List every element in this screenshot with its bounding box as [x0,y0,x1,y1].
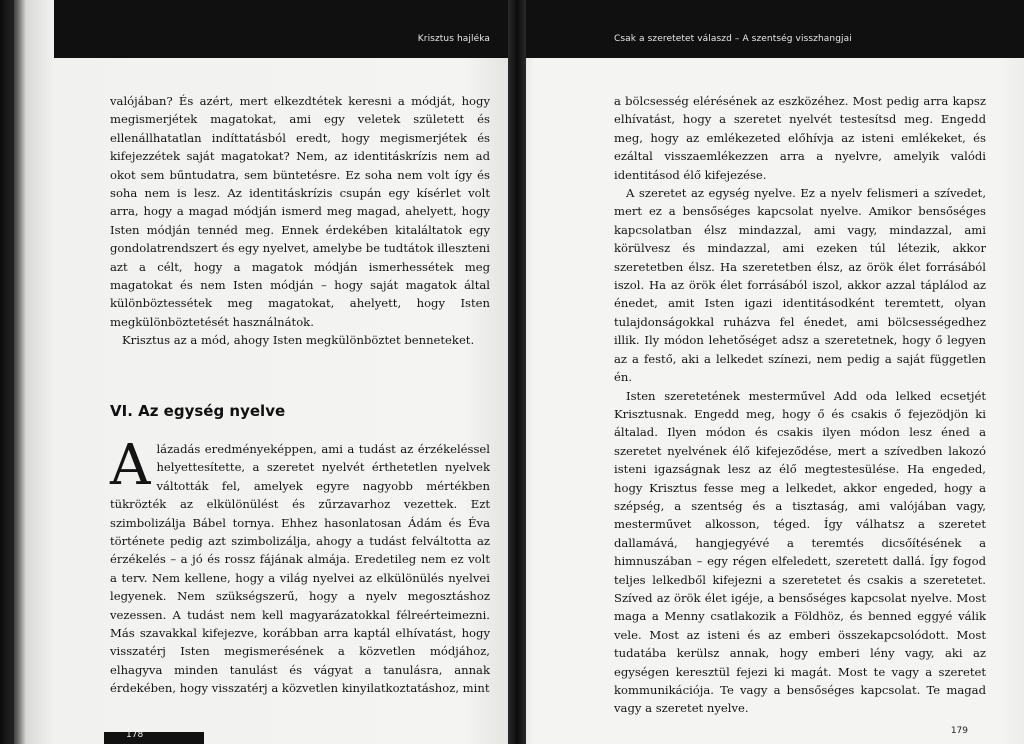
left-bottom-shadow [104,732,204,744]
left-text-block-top [110,92,490,350]
right-paragraph-1: a bölcsesség elérésének az eszközéhez. Most pedig arra kapsz elhívatást, hogy a szeretet nyelvét testesítsd meg. Engedd meg, hogy az emlékezeted előhívja az isteni emlékeket, és ezáltal visszaemlékezzen arra a nyelvre, amelyik valódi identitásod élő kifejezése. [614,94,986,182]
left-edge-shadow [0,0,26,744]
right-header-band [520,0,1024,58]
right-paragraph-2: A szeretet az egység nyelve. Ez a nyelv felismeri a szívedet, mert ez a bensőséges kapcsolat nyelve. Amikor bensőséges kapcsolatban élsz mindazzal, ami vagy, mindazzal, ami körülvesz és mindazzal, ami ezeken túl létezik, akkor szeretetben élsz. Ha szeretetben élsz, az örök élet forrásából iszol. Ha az örök élet forrásából iszol, akkor azzal táplálod az énedet, amit Isten igazi identitásodként teremtett, olyan tulajdonságokkal ruházva fel énedet, ami bölcsességedhez illik. Ily módon lehetőséget adsz a szeretetnek, hogy ő legyen az a festő, aki a lelkedet színezi, nem pedig a saját független én. [614,186,986,385]
left-running-head: Krisztus hajléka [417,34,490,44]
left-page-number: 178 [126,730,144,740]
book-gutter [508,0,526,744]
left-paragraph-2: Krisztus az a mód, ahogy Isten megkülönböztet benneteket. [122,333,475,348]
left-paragraph-3-text: lázadás eredményeképpen, ami a tudást az érzékeléssel helyettesítette, a szeretet nyelvét érthetetlen nyelvek váltották fel, amelyek egyre nagyobb mértékben tükrözték az elkülönülést és zűrzavarhoz vezettek. Ezt szimbolizálja Bábel tornya. Ehhez hasonlatosan Ádám és Éva története pedig azt szimbolizálja, ahogy a tudást felváltotta az érzékelés – a jó és rossz fájának almája. Eredetileg nem ez volt a terv. Nem kellene, hogy a világ nyelvei az elkülönülés nyelvei legyenek. Nem szükségszerű, hogy a nyelv megosztáshoz vezessen. A tudást nem kell magyarázatokkal félreérteimezni. Más szavakkal kifejezve, korábban arra kaptál elhívatást, hogy visszatérj Isten megismerésének a közvetlen módjához, elhagyva minden tanulást és vágyat a tanulásra, annak érdekében, hogy visszatérj a közvetlen kinyilatkoztatáshoz, mint [110,442,490,696]
right-page-number: 179 [950,726,968,736]
left-paragraph-1: valójában? És azért, mert elkezdtétek keresni a módját, hogy megismerjétek magatokat, ami egy veletek született és ellenállhatatlan indíttatásból eredt, hogy megismerjétek és kifejezzétek saját magatokat? Nem, az identitáskrízis nem ad okot sem bűntudatra, sem büntetésre. Ez soha nem volt így és soha nem is lesz. Az identitáskrízis csupán egy kísérlet volt arra, hogy a magad módján ismerd meg magad, ahelyett, hogy Isten módján tennéd meg. Ennek érdekében kitaláltatok egy gondolatrendszert és egy nyelvet, amelybe be tudtátok illeszteni azt a célt, hogy a magatok módján ismerhessétek meg magatokat és nem Isten módján – hogy saját magatok által különböztessétek meg magatokat, ahelyett, hogy Isten megkülönböztetését használnátok. [110,94,490,329]
right-running-head: Csak a szeretetet válaszd – A szentség visszhangjai [614,34,852,44]
left-paragraph-3 [110,433,490,698]
left-text-block-bottom [110,433,490,698]
chapter-title: VI. Az egység nyelve [110,402,286,420]
left-page [14,0,514,744]
right-page [520,0,1024,744]
right-text-block [614,92,986,718]
left-header-band [54,0,514,58]
dropcap-letter: A [110,433,151,498]
right-paragraph-3: Isten szeretetének mesterművel Add oda lelked ecsetjét Krisztusnak. Engedd meg, hogy ő és csakis ő fejezödjön ki általad. Ilyen módon és csakis ilyen módon lesz éned a szeretet nyelvének élő kifejeződése, mert a szívedben lakozó isteni igazságnak lesz az élő megtestesülése. Ha engeded, hogy Krisztus fesse meg a lelkedet, akkor engeded, hogy a szépség, a szentség és a tisztaság, ami valójában vagy, mesterművet alkosson, téged. Így válhatsz a szeretet dallamává, hangjegyévé a teremtés dicsőítésének a himnuszában – egy régen elfeledett, szeretett dallá. Így fogod teljes lelkedből kifejezni a szeretetet és csakis a szeretetet. Szíved az örök élet igéje, a bensőséges kapcsolat nyelve. Most maga a Menny csatlakozik a Földhöz, és benned eggyé válik vele. Most az isteni és az emberi összekapcsolódott. Most tudatába kerülsz annak, hogy emberi lény vagy, aki az egységen keresztül fejezi ki magát. Most te vagy a szeretet kommunikációja. Te vagy a bensőséges kapcsolat. Te magad vagy a szeretet nyelve. [614,388,986,716]
